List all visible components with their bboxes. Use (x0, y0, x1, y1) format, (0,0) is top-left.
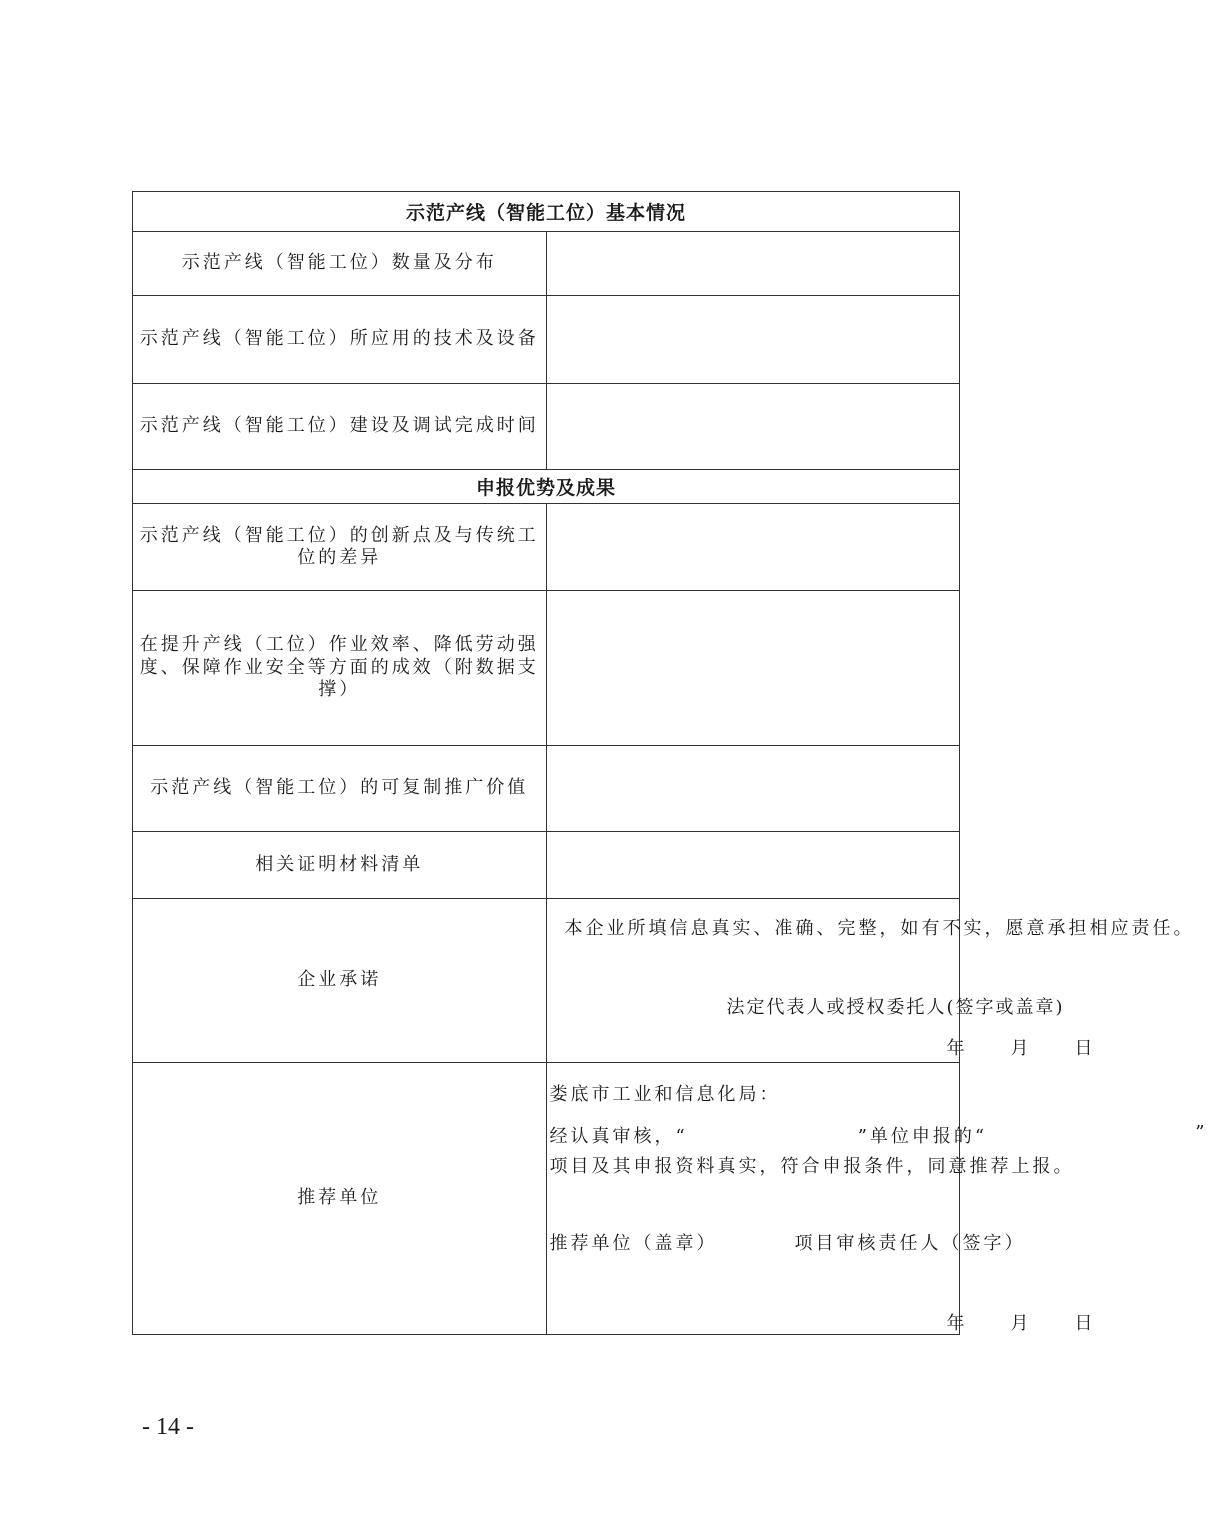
recommend-responsible: 项目审核责任人（签字） (794, 1232, 1026, 1254)
pledge-signature-line: 法定代表人或授权委托人(签字或盖章) (726, 996, 1065, 1018)
label-materials: 相关证明材料清单 (133, 832, 547, 899)
pledge-statement: 本企业所填信息真实、准确、完整，如有不实，愿意承担相应责任。 (564, 917, 1195, 939)
field-quantity[interactable] (546, 232, 960, 296)
section-advantages: 申报优势及成果 (133, 470, 960, 504)
field-efficiency[interactable] (546, 591, 960, 746)
label-pledge: 企业承诺 (133, 899, 547, 1063)
label-recommend: 推荐单位 (133, 1063, 547, 1335)
recommend-month: 月 (1010, 1312, 1029, 1334)
review-text-c: ” (1195, 1121, 1208, 1143)
field-materials[interactable] (546, 832, 960, 899)
pledge-cell (546, 899, 1195, 1063)
review-text-b: ”单位申报的“ (857, 1125, 988, 1147)
recommend-day: 日 (1074, 1312, 1093, 1334)
pledge-year: 年 (946, 1037, 965, 1059)
field-build-time[interactable] (546, 384, 960, 470)
label-tech: 示范产线（智能工位）所应用的技术及设备 (133, 296, 547, 384)
field-tech[interactable] (546, 296, 960, 384)
section-basic-info: 示范产线（智能工位）基本情况 (133, 192, 960, 232)
recommend-cell (546, 1063, 1208, 1335)
label-build-time: 示范产线（智能工位）建设及调试完成时间 (133, 384, 547, 470)
label-efficiency: 在提升产线（工位）作业效率、降低劳动强度、保障作业安全等方面的成效（附数据支撑） (133, 591, 547, 746)
label-innovation: 示范产线（智能工位）的创新点及与传统工位的差异 (133, 504, 547, 591)
label-quantity: 示范产线（智能工位）数量及分布 (133, 232, 547, 296)
pledge-month: 月 (1010, 1037, 1029, 1059)
recommend-addressee: 娄底市工业和信息化局： (549, 1083, 781, 1105)
application-form-table (132, 191, 1208, 1335)
recommend-year: 年 (946, 1312, 965, 1334)
recommend-review-line2: 项目及其申报资料真实，符合申报条件，同意推荐上报。 (549, 1155, 1075, 1177)
recommend-stamp: 推荐单位（盖章） (549, 1232, 718, 1254)
field-replicable[interactable] (546, 746, 960, 832)
pledge-day: 日 (1074, 1037, 1093, 1059)
page-number: - 14 - (142, 1414, 194, 1440)
recommend-review-line (550, 1122, 1208, 1148)
recommend-date (947, 1309, 1093, 1335)
review-text-a: 经认真审核，“ (549, 1125, 688, 1147)
pledge-date (947, 1034, 1093, 1060)
field-innovation[interactable] (546, 504, 960, 591)
label-replicable: 示范产线（智能工位）的可复制推广价值 (133, 746, 547, 832)
